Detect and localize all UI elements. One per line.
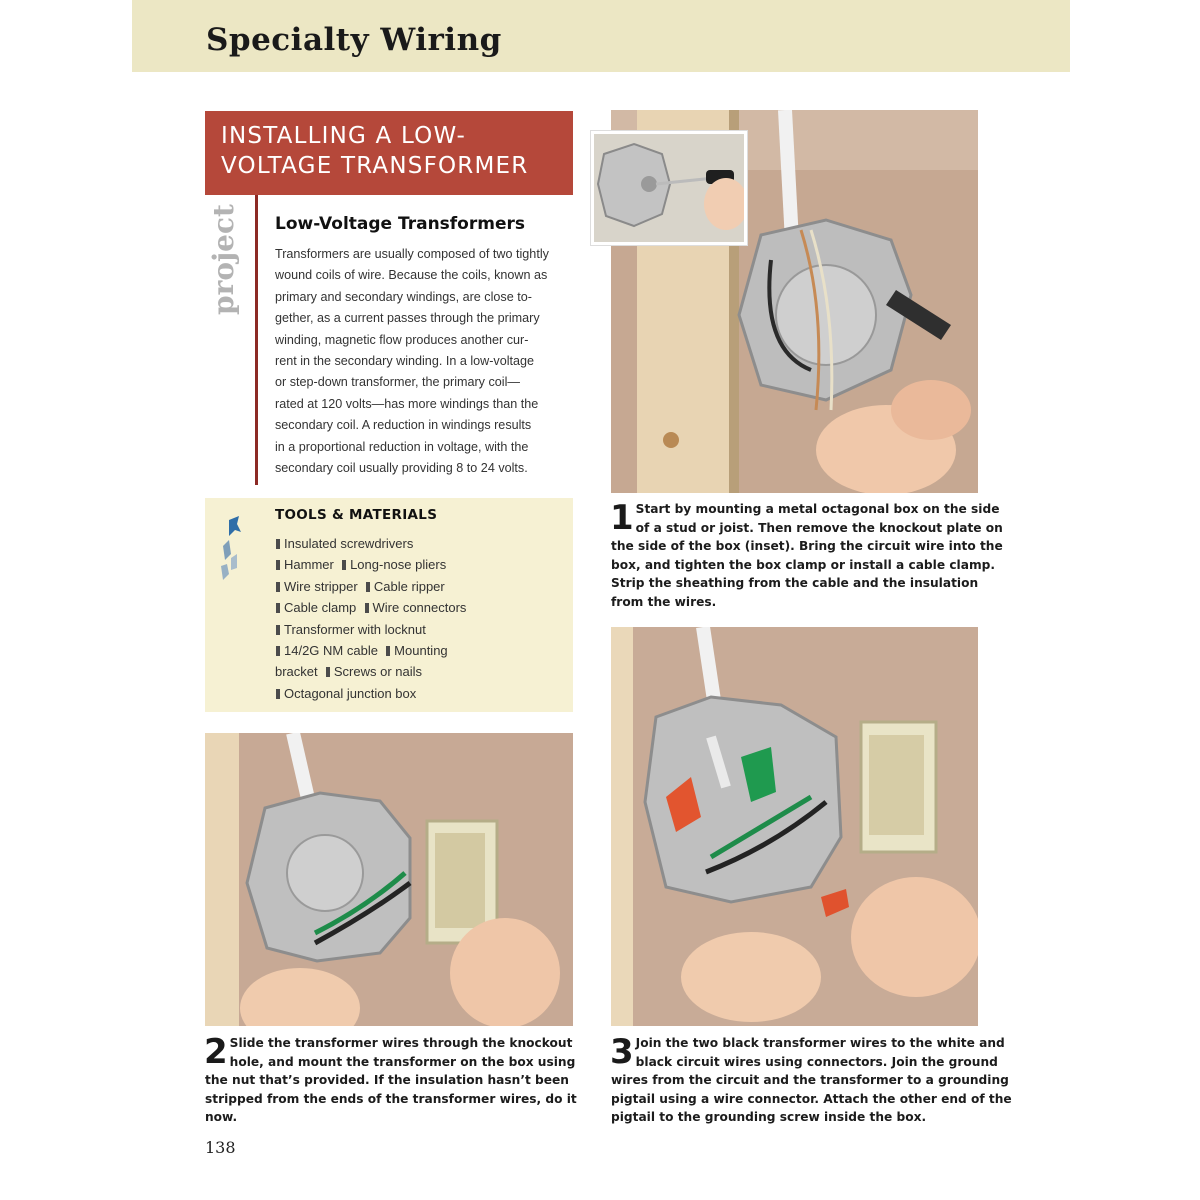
step-2-photo: [205, 733, 573, 1026]
tool-item: Insulated screwdrivers: [284, 536, 414, 551]
body-line: winding, magnetic flow produces another cur-: [275, 332, 529, 347]
body-line: Transformers are usually composed of two tightly: [275, 247, 549, 261]
bullet-icon: [276, 582, 280, 592]
project-title-line-1: INSTALLING A LOW-: [221, 123, 466, 149]
section-title: Low-Voltage Transformers: [275, 214, 525, 234]
tool-item: Cable clamp: [284, 600, 357, 616]
body-line: rent in the secondary winding. In a low-voltage: [275, 354, 535, 369]
bullet-icon: [276, 560, 280, 570]
body-line: or step-down transformer, the primary coil—: [275, 375, 520, 390]
caption-line: now.: [205, 1110, 238, 1125]
tool-item: Wire stripper: [284, 578, 358, 594]
bullet-icon: [386, 646, 390, 656]
body-line: secondary coil. A reduction in windings results: [275, 418, 532, 433]
caption-line: black circuit wires using connectors. Join the ground: [635, 1054, 998, 1069]
bullet-icon: [276, 625, 280, 635]
section-rule: [255, 195, 258, 485]
project-title-banner: [205, 111, 573, 195]
tool-item: Screws or nails: [333, 664, 423, 680]
caption-line: box, and tighten the box clamp or install a cable clamp.: [611, 557, 996, 572]
tools-icon: [215, 510, 245, 590]
body-line: gether, as a current passes through the primary: [275, 311, 540, 326]
caption-line: Strip the sheathing from the cable and the insulation: [611, 576, 979, 591]
body-line: in a proportional reduction in voltage, with the: [275, 439, 529, 454]
bullet-icon: [276, 603, 280, 613]
header-title: Specialty Wiring: [206, 22, 502, 58]
bullet-icon: [326, 667, 330, 677]
caption-line: Slide the transformer wires through the knockout: [229, 1036, 573, 1050]
tool-item: Octagonal junction box: [284, 685, 417, 701]
caption-line: stripped from the ends of the transformer wires, do it: [205, 1091, 577, 1106]
bullet-icon: [365, 603, 369, 613]
step-2-caption: [205, 1034, 580, 1127]
tool-item: Transformer with locknut: [284, 621, 426, 637]
bullet-icon: [276, 689, 280, 699]
tool-item: 14/2G NM cable: [284, 643, 378, 659]
project-title-line-2: VOLTAGE TRANSFORMER: [221, 153, 529, 179]
tool-item: Wire connectors: [372, 600, 467, 616]
tool-item: bracket: [275, 664, 318, 680]
body-line: primary and secondary windings, are close to-: [275, 289, 532, 304]
body-line: rated at 120 volts—has more windings than the: [275, 396, 539, 411]
caption-line: from the wires.: [611, 594, 717, 609]
bullet-icon: [366, 582, 370, 592]
page-number: 138: [205, 1138, 236, 1157]
tool-item: Long-nose pliers: [350, 557, 447, 573]
caption-line: the nut that’s provided. If the insulation hasn’t been: [205, 1073, 569, 1088]
body-line: wound coils of wire. Because the coils, known as: [275, 268, 548, 283]
tool-item: Hammer: [284, 557, 334, 573]
step-3-caption: [610, 1032, 1012, 1127]
tools-title: TOOLS & MATERIALS: [275, 507, 438, 523]
caption-line: wires from the circuit and the transformer to a grounding: [611, 1073, 1009, 1088]
caption-line: of a stud or joist. Then remove the knockout plate on: [635, 520, 1003, 535]
bullet-icon: [342, 560, 346, 570]
caption-line: Start by mounting a metal octagonal box on the side: [635, 502, 1000, 516]
caption-line: the side of the box (inset). Bring the circuit wire into the: [611, 539, 1003, 554]
tool-item: Mounting: [394, 643, 448, 659]
caption-line: hole, and mount the transformer on the box using: [229, 1054, 576, 1069]
bullet-icon: [276, 646, 280, 656]
step-3-photo: [611, 627, 978, 1026]
step-number: 3: [610, 1032, 634, 1072]
caption-line: Join the two black transformer wires to the white and: [635, 1036, 1005, 1050]
step-number: 1: [610, 498, 634, 538]
project-label: project: [207, 204, 240, 315]
body-line: secondary coil usually providing 8 to 24 volts.: [275, 461, 528, 476]
tools-list: [275, 533, 575, 704]
caption-line: pigtail using a wire connector. Attach the other end of the: [611, 1091, 1012, 1106]
step-1-caption: [610, 498, 1003, 612]
caption-line: pigtail to the grounding screw inside the box.: [611, 1110, 927, 1125]
bullet-icon: [276, 539, 280, 549]
tool-item: Cable ripper: [373, 578, 445, 594]
step-1-inset-photo: [591, 131, 747, 245]
step-number: 2: [204, 1032, 228, 1072]
section-body: [275, 244, 575, 479]
